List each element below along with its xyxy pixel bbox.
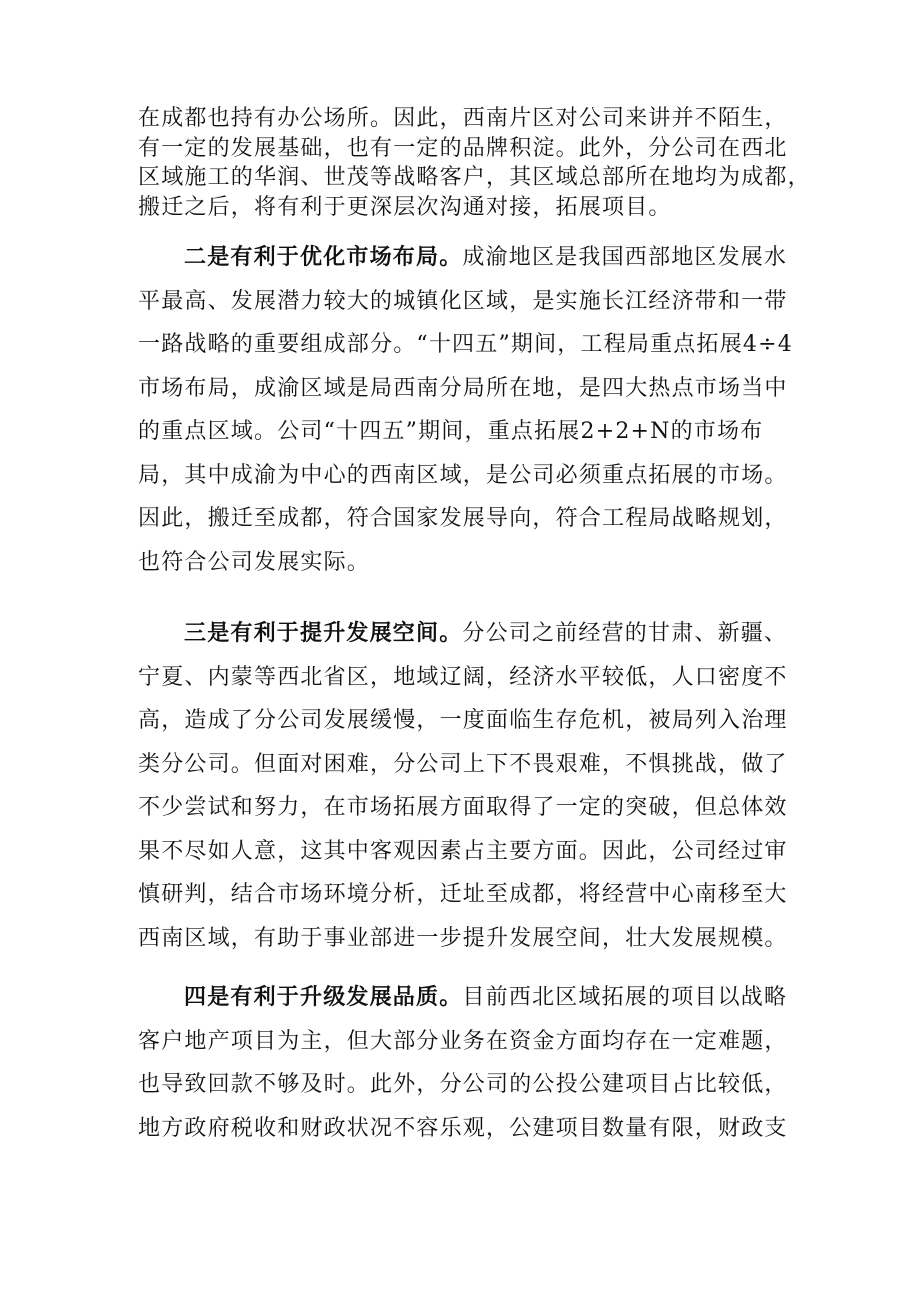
section-market-layout <box>138 236 798 584</box>
intro-line: 有一定的发展基础，也有一定的品牌积淀。此外，分公司在西北 <box>138 135 788 161</box>
section-development-quality <box>138 976 798 1150</box>
section-body: 分公司之前经营的甘肃、新疆、宁夏、内蒙等西北省区，地域辽阔，经济水平较低，人口密度不高，造成了分公司发展缓慢，一度面临生存危机，被局列入治理类分公司。但面对困难，分公司上下不畏艰难，不惧挑战，做了不少尝试和努力，在市场拓展方面取得了一定的突破，但总体效果不尽如人意，这其中客观因素占主要方面。因此，公司经过审慎研判，结合市场环境分析，迁址至成都，将经营中心南移至大西南区域，有助于事业部进一步提升发展空间，壮大发展规模。 <box>138 621 788 951</box>
intro-line: 区域施工的华润、世茂等战略客户，其区域总部所在地均为成都， <box>138 165 811 190</box>
intro-line: 在成都也持有办公场所。因此，西南片区对公司来讲并不陌生， <box>138 106 788 131</box>
section-heading: 三是有利于提升发展空间。 <box>184 620 463 646</box>
section-body: 成渝地区是我国西部地区发展水平最高、发展潜力较大的城镇化区域，是实施长江经济带和一带一路战略的重要组成部分。“十四五”期间，工程局重点拓展4÷4市场布局，成渝区域是局西南分局所在地，是四大热点市场当中的重点区域。公司“十四五”期间，重点拓展2+2+N的市场布局，其中成渝为中心的西南区域，是公司必须重点拓展的市场。因此，搬迁至成都，符合国家发展导向，符合工程局战略规划，也符合公司发展实际。 <box>138 245 793 575</box>
intro-paragraph <box>138 104 811 222</box>
section-body: 目前西北区域拓展的项目以战略客户地产项目为主，但大部分业务在资金方面均存在一定难题，也导致回款不够及时。此外，分公司的公投公建项目占比较低，地方政府税收和财政状况不容乐观，公建项目数量有限，财政支 <box>138 985 788 1141</box>
section-heading: 四是有利于升级发展品质。 <box>184 984 463 1010</box>
intro-line: 搬迁之后，将有利于更深层次沟通对接，拓展项目。 <box>138 194 672 220</box>
section-development-space <box>138 612 798 960</box>
section-heading: 二是有利于优化市场布局。 <box>184 244 463 270</box>
